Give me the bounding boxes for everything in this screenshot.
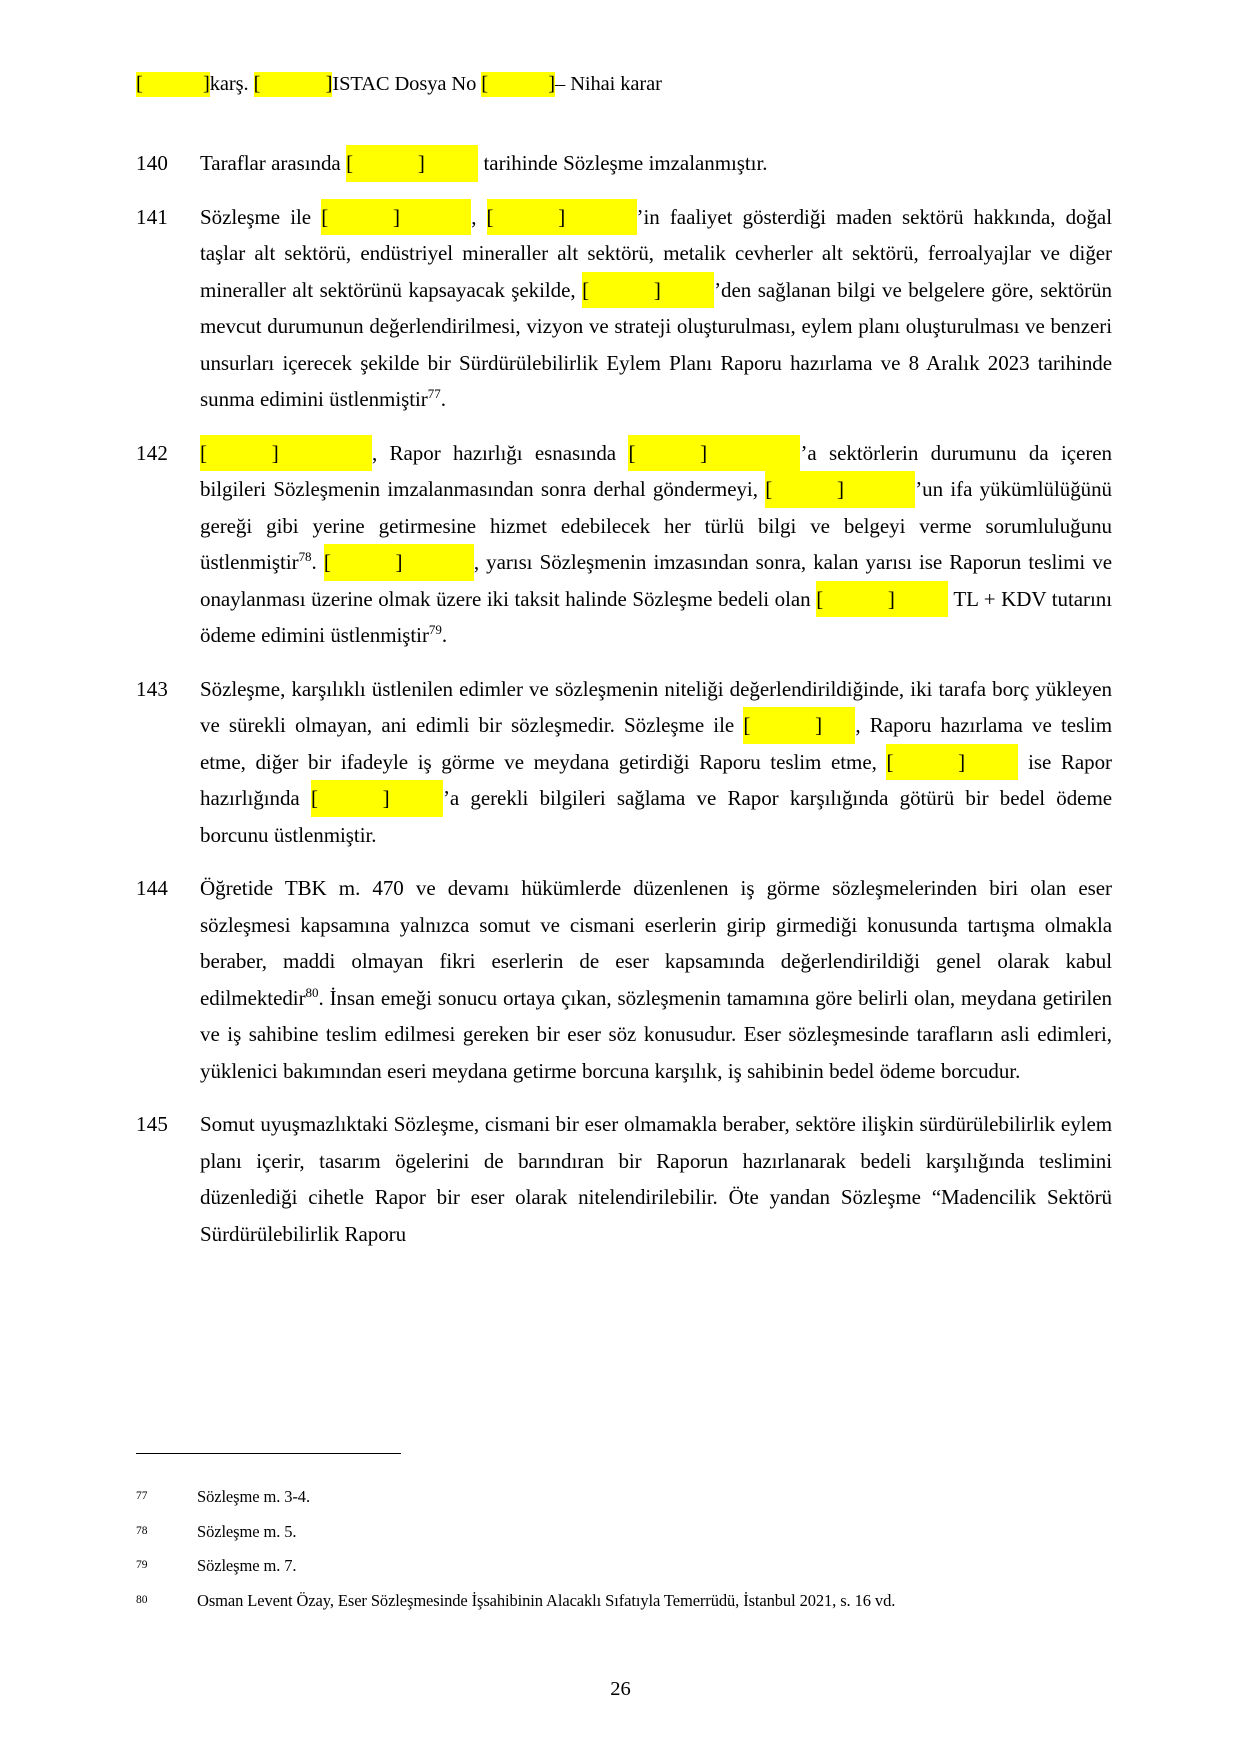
footnote-number: 77	[136, 1490, 148, 1502]
text-run: ’a sektörlerin durumunu da içeren bilgileri Sözleşmenin imzalanmasından sonra derhal göndermeyi,	[200, 440, 1112, 501]
footnote-text: Osman Levent Özay, Eser Sözleşmesinde İşsahibinin Alacaklı Sıfatıyla Temerrüdü, İstanbul 2021, s. 16 vd.	[197, 1590, 896, 1610]
footnote-number: 79	[136, 1559, 148, 1571]
footnote-reference[interactable]: 78	[298, 549, 312, 564]
paragraph-text	[200, 870, 1112, 1089]
redacted-case-number: [ ]	[481, 73, 556, 95]
footnote-separator	[136, 1453, 401, 1454]
text-run: ’in faaliyet gösterdiği maden sektörü hakkında, doğal taşlar alt sektörü, endüstriyel mineraller alt sektörü, metalik cevherler alt sektörü, ferroalyajlar ve diğer mineraller alt sektörünü kapsayacak şekilde,	[200, 204, 1112, 302]
text-run: Sözleşme, karşılıklı üstlenilen edimler ve sözleşmenin niteliği değerlendirildiğinde, iki tarafa borç yükleyen ve sürekli olmayan, ani edimli bir sözleşmedir. Sözleşme ile	[200, 676, 1112, 737]
text-run: .	[311, 550, 324, 574]
redacted-party-a: [ ]	[136, 73, 210, 95]
text-run: ’a gerekli bilgileri sağlama ve Rapor karşılığında götürü bir bedel ödeme borcunu üstlenmiştir.	[200, 786, 1112, 847]
paragraph-142	[136, 435, 1112, 654]
header-versus-label: karş.	[209, 73, 249, 95]
text-run: ’un ifa yükümlülüğünü gereği gibi yerine getirmesine hizmet edebilecek her türlü bilgi ve belgeyi verme sorumluluğunu üstlenmiştir	[200, 477, 1112, 574]
text-run: Öğretide TBK m. 470 ve devamı hükümlerde düzenlenen iş görme sözleşmelerinden biri olan eser sözleşmesi kapsamına yalnızca somut ve cismani eserlerin girip girmediği konusunda tartışma olmakla beraber, maddi olmayan fikri eserlerin de eser kapsamında değerlendirildiği genel olarak kabul edilmektedir	[200, 876, 1112, 1010]
text-run: ’den sağlanan bilgi ve belgelere göre, sektörün mevcut durumunun değerlendirilmesi, vizyon ve strateji oluşturulması, eylem planı oluşturulması ve benzeri unsurları içerecek şekilde bir Sürdürülebilirlik Eylem Planı Raporu hazırlama ve 8 Aralık 2023 tarihinde sunma edimini üstlenmiştir	[200, 277, 1112, 411]
paragraph-141	[136, 199, 1112, 418]
redacted-field: [ ]	[816, 581, 948, 618]
redacted-field: [ ]	[487, 199, 637, 236]
footnote-text: Sözleşme m. 7.	[197, 1556, 297, 1575]
paragraph-144	[136, 870, 1112, 1089]
text-run: TL + KDV tutarını ödeme edimini üstlenmiştir	[200, 586, 1112, 647]
document-header	[136, 72, 1106, 97]
paragraph-145	[136, 1106, 1112, 1252]
footnote-text: Sözleşme m. 3-4.	[197, 1487, 310, 1506]
redacted-field: [ ]	[886, 744, 1018, 781]
redacted-field: [ ]	[324, 544, 474, 581]
paragraph-number: 144	[136, 876, 169, 900]
paragraph-text	[200, 435, 1112, 654]
footnote-reference[interactable]: 80	[305, 984, 319, 1000]
footnote-reference[interactable]: 79	[428, 622, 442, 637]
text-run: . İnsan emeği sonucu ortaya çıkan, sözleşmenin tamamına göre belirli olan, meydana getirilen ve iş sahibine teslim edilmesi gereken bir eser söz konusudur. Eser sözleşmesinde tarafların asli edimleri, yüklenici bakımından eseri meydana getirme borcuna karşılık, iş sahibinin bedel ödeme borcudur.	[200, 985, 1112, 1083]
text-run: , Raporu hazırlama ve teslim etme, diğer bir ifadeyle iş görme ve meydana getirdiği Raporu teslim etme,	[200, 713, 1113, 774]
header-case-label: ISTAC Dosya No	[332, 73, 477, 95]
footnote-reference[interactable]: 77	[427, 386, 441, 401]
paragraph-143	[136, 671, 1112, 854]
text-run: ,	[471, 204, 487, 229]
text-run: tarihinde Sözleşme imzalanmıştır.	[478, 151, 768, 175]
footnote-number: 78	[136, 1524, 148, 1537]
text-run: , Rapor hazırlığı esnasında	[372, 440, 629, 465]
redacted-field: [ ]	[765, 471, 915, 508]
paragraph-number: 142	[136, 440, 169, 465]
page-number: 26	[610, 1678, 631, 1700]
footnote-item	[136, 1523, 1116, 1541]
paragraph-text	[200, 199, 1112, 418]
footnote-text: Sözleşme m. 5.	[197, 1521, 297, 1541]
paragraph-number: 143	[136, 676, 169, 701]
redacted-field: [ ]	[743, 707, 855, 744]
redacted-field: [ ]	[346, 145, 478, 182]
text-run: Somut uyuşmazlıktaki Sözleşme, cismani bir eser olmamakla beraber, sektöre ilişkin sürdürülebilirlik eylem planı içerir, tasarım ögelerini de barındıran bir Raporun hazırlanarak bedeli karşılığında teslimini düzenlediği cihetle Rapor bir eser olarak nitelendirilebilir. Öte yandan Sözleşme “Madencilik Sektörü Sürdürülebilirlik Raporu	[200, 1112, 1112, 1246]
header-decision-label: – Nihai karar	[555, 73, 662, 95]
paragraph-text	[200, 1106, 1112, 1252]
text-run: Taraflar arasında	[200, 151, 347, 175]
footnote-item	[136, 1488, 1116, 1506]
redacted-field: [ ]	[628, 435, 800, 472]
footnote-item	[136, 1592, 1116, 1610]
footnote-item	[136, 1557, 1116, 1575]
redacted-field: [ ]	[200, 435, 372, 472]
paragraph-number: 145	[136, 1112, 169, 1136]
redacted-party-b: [ ]	[253, 73, 333, 95]
text-run: , yarısı Sözleşmenin imzasından sonra, kalan yarısı ise Raporun teslimi ve onaylanması üzerine olmak üzere iki taksit halinde Sözleşme bedeli olan	[200, 550, 1112, 611]
document-body	[136, 145, 1112, 1269]
redacted-field: [ ]	[321, 199, 471, 236]
redacted-field: [ ]	[582, 272, 714, 309]
paragraph-number: 141	[136, 204, 169, 229]
paragraph-text	[200, 145, 1112, 182]
paragraph-140	[136, 145, 1112, 182]
footnotes-section	[136, 1488, 1116, 1626]
paragraph-text	[200, 671, 1112, 854]
footnote-number: 80	[136, 1593, 148, 1606]
paragraph-number: 140	[136, 151, 169, 175]
text-run: ise Rapor hazırlığında	[200, 749, 1112, 810]
text-run: .	[441, 623, 448, 647]
text-run: Sözleşme ile	[200, 204, 322, 229]
redacted-field: [ ]	[311, 780, 443, 817]
text-run: .	[440, 387, 446, 411]
